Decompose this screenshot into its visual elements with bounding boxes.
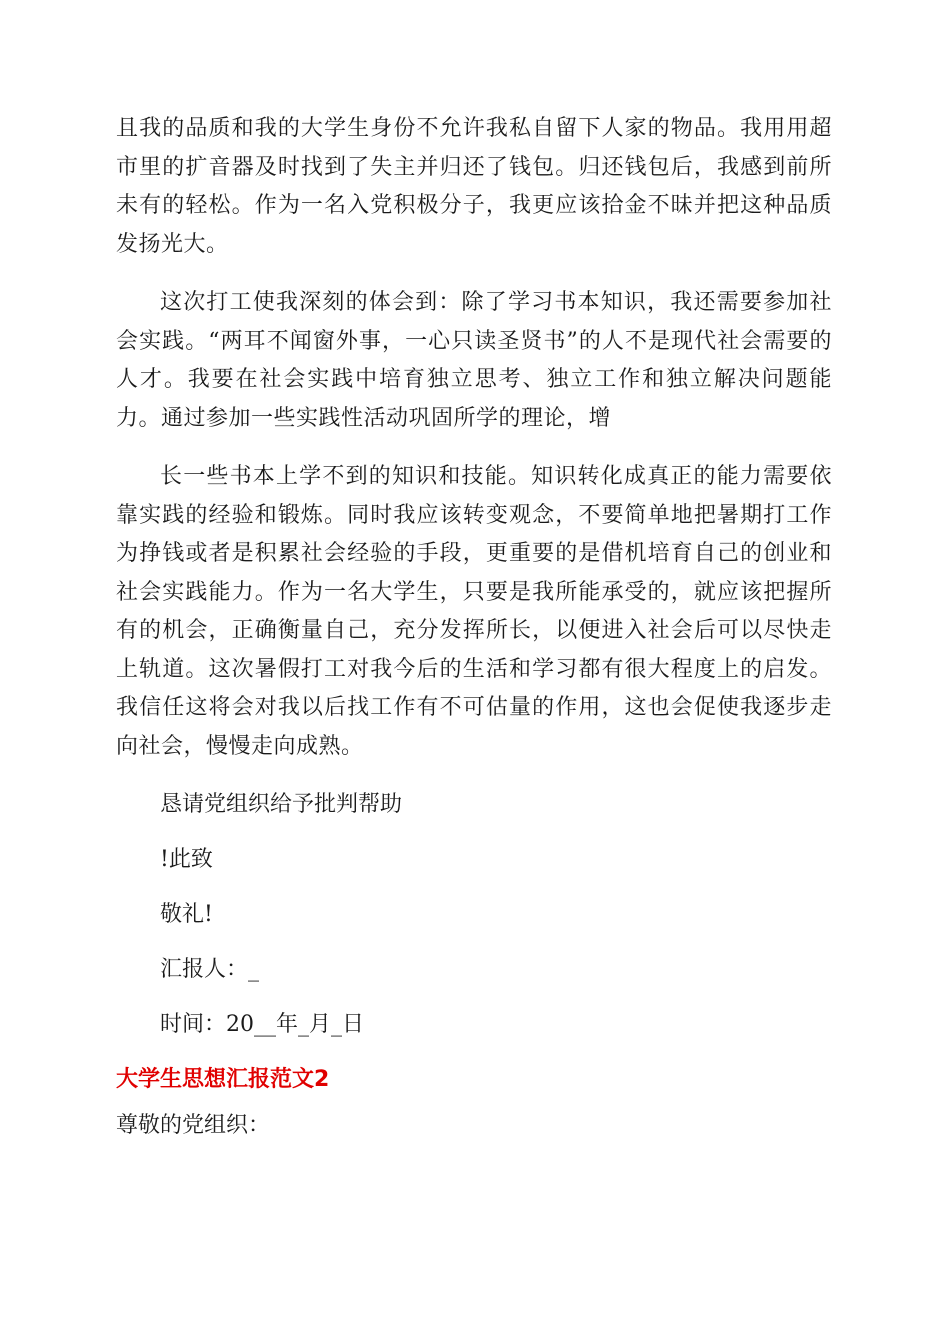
salutation: 尊敬的党组织： xyxy=(116,1113,271,1138)
body-paragraph-1: 且我的品质和我的大学生身份不允许我私自留下人家的物品。我用用超市里的扩音器及时找到了失主并归还了钱包。归还钱包后，我感到前所未有的轻松。作为一名入党积极分子，我更应该拾金不昧并把这种品质发扬光大。 xyxy=(116,116,832,257)
body-paragraph-2: 这次打工使我深刻的体会到：除了学习书本知识，我还需要参加社会实践。“两耳不闻窗外事，一心只读圣贤书”的人不是现代社会需要的人才。我要在社会实践中培育独立思考、独立工作和独立解决问题能力。通过参加一些实践性活动巩固所学的理论，增 xyxy=(116,290,832,431)
closing-respect-1: !此致 xyxy=(160,847,213,872)
body-paragraph-3: 长一些书本上学不到的知识和技能。知识转化成真正的能力需要依靠实践的经验和锻炼。同时我应该转变观念，不要简单地把暑期打工作为挣钱或者是积累社会经验的手段，更重要的是借机培育自己的创业和社会实践能力。作为一名大学生，只要是我所能承受的，就应该把握所有的机会，正确衡量自己，充分发挥所长，以便进入社会后可以尽快走上轨道。这次暑假打工对我今后的生活和学习都有很大程度上的启发。我信任这将会对我以后找工作有不可估量的作用，这也会促使我逐步走向社会，慢慢走向成熟。 xyxy=(116,464,832,759)
section-heading: 大学生思想汇报范文2 xyxy=(116,1067,330,1092)
reporter-signature: 汇报人：_ xyxy=(160,957,260,982)
report-date: 时间：20__年_月_日 xyxy=(160,1012,364,1037)
closing-respect-2: 敬礼! xyxy=(160,902,213,927)
closing-request: 恳请党组织给予批判帮助 xyxy=(160,792,403,817)
document-page xyxy=(116,110,832,1145)
